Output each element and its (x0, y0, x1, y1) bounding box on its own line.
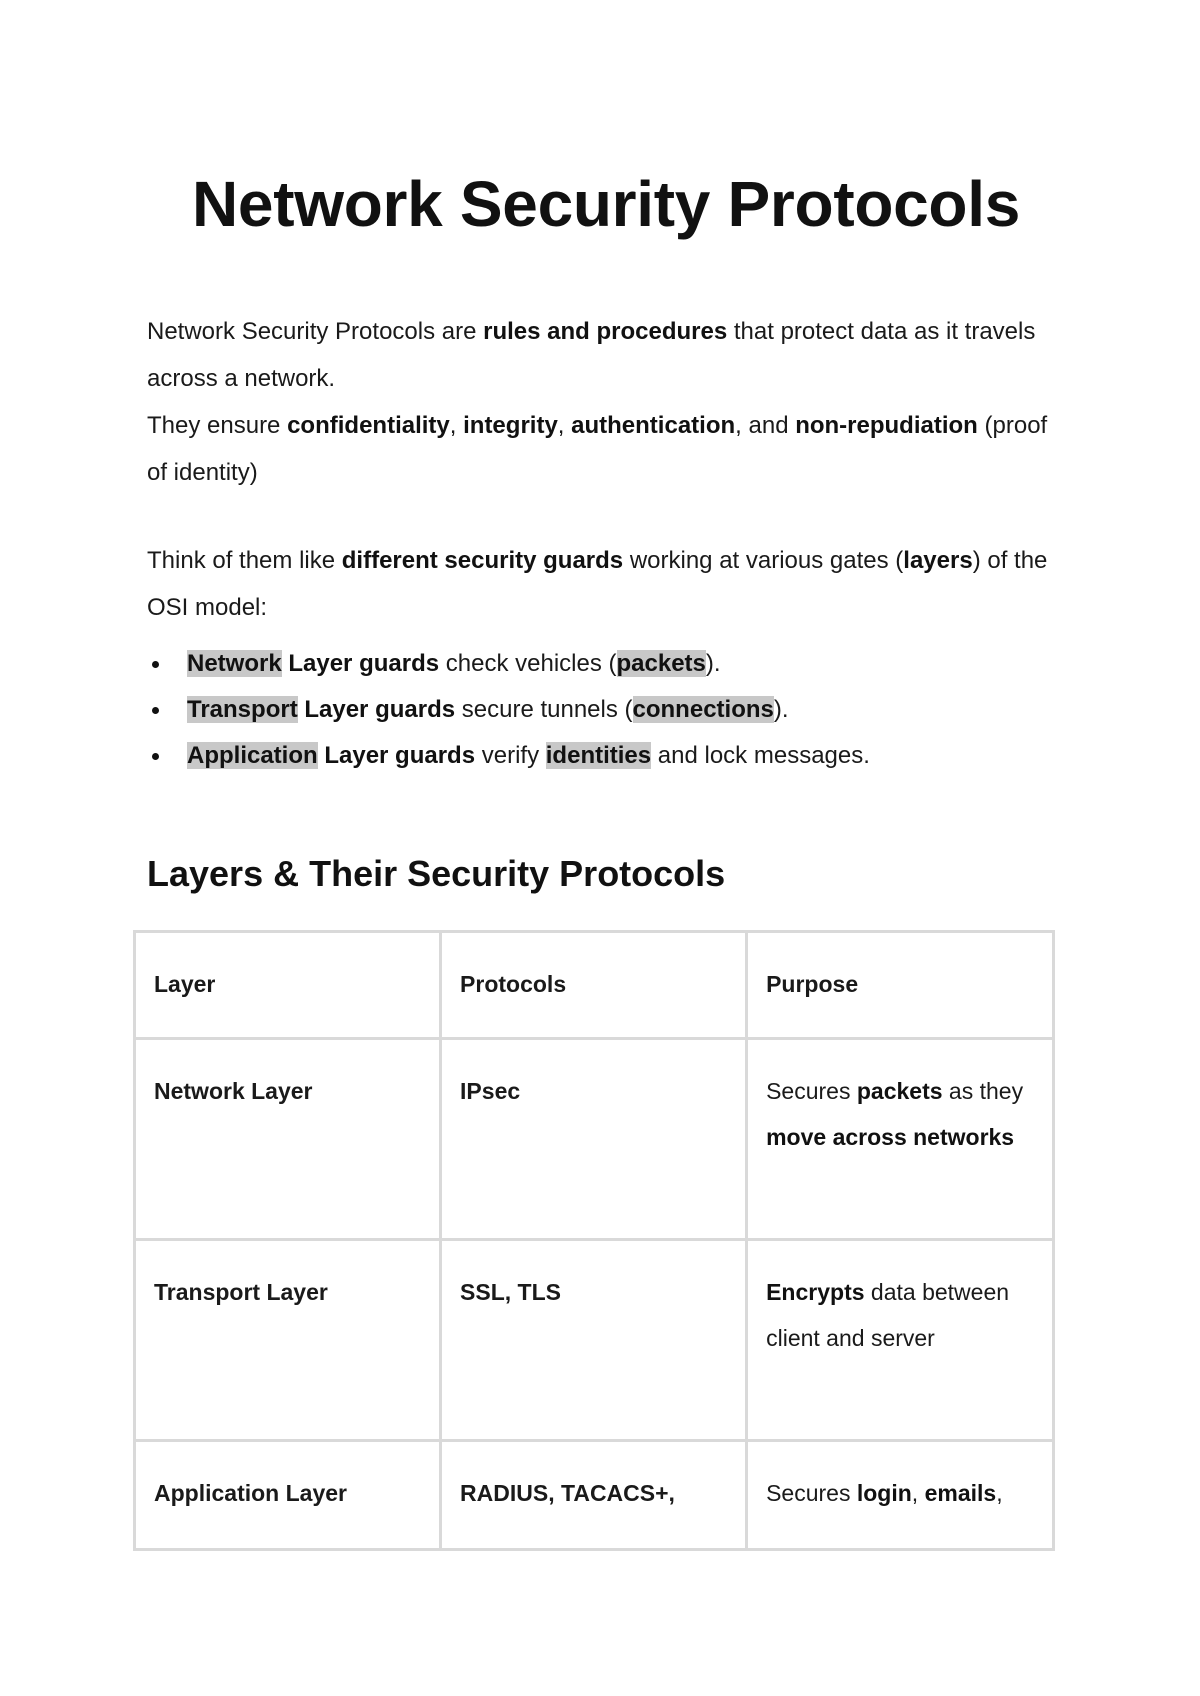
protocols-table (133, 930, 1055, 1551)
intro-paragraph-1 (147, 308, 1067, 402)
section-heading: Layers & Their Security Protocols (147, 853, 726, 894)
highlight: packets (616, 650, 706, 677)
intro-paragraph-2 (147, 402, 1067, 496)
intro-text: They ensure (147, 412, 288, 439)
highlight: Network (187, 650, 282, 677)
list-emphasis: Layer guards (281, 650, 440, 677)
intro-emphasis: layers (903, 547, 973, 574)
cell-text: as they (942, 1078, 1024, 1104)
cell-layer: Network Layer (135, 1039, 441, 1240)
cell-protocols: IPsec (441, 1039, 747, 1240)
cell-text: Secures (766, 1480, 857, 1506)
list-emphasis: Layer guards (297, 696, 456, 723)
list-text: verify (475, 742, 546, 769)
intro-emphasis: different security guards (341, 547, 624, 574)
intro-text: that protect data as it travels across a network. (147, 318, 1036, 392)
highlight: Transport (187, 696, 298, 723)
cell-text: , (996, 1480, 1003, 1506)
intro-text: working at various gates ( (623, 547, 904, 574)
intro-emphasis: confidentiality (287, 412, 450, 439)
cell-emphasis: login (856, 1480, 912, 1506)
intro-emphasis: non-repudiation (795, 412, 978, 439)
intro-text: Network Security Protocols are (147, 318, 484, 345)
intro-text: (proof of identity) (147, 412, 1048, 486)
cell-protocols: SSL, TLS (441, 1240, 747, 1441)
list-text: ). (705, 650, 721, 677)
list-item (147, 687, 1067, 733)
header-protocols: Protocols (441, 932, 747, 1039)
list-text: check vehicles ( (439, 650, 617, 677)
list-item (147, 733, 1067, 779)
cell-layer: Transport Layer (135, 1240, 441, 1441)
guards-list (147, 641, 1067, 779)
table-row (135, 1441, 1054, 1550)
cell-purpose (747, 1039, 1054, 1240)
list-text: ). (773, 696, 789, 723)
highlight: identities (545, 742, 652, 769)
intro-emphasis: authentication (571, 412, 736, 439)
list-emphasis: Layer guards (317, 742, 476, 769)
header-layer: Layer (135, 932, 441, 1039)
cell-emphasis: Encrypts (766, 1279, 865, 1305)
cell-text: Secures (766, 1078, 857, 1104)
cell-text: , (911, 1480, 925, 1506)
highlight: connections (632, 696, 774, 723)
highlight: Application (187, 742, 318, 769)
cell-text: data between client and server (766, 1279, 1010, 1351)
list-item (147, 641, 1067, 687)
intro-text: , (557, 412, 572, 439)
intro-text: Think of them like (147, 547, 342, 574)
list-text: secure tunnels ( (455, 696, 633, 723)
cell-emphasis: emails (924, 1480, 997, 1506)
page-title: Network Security Protocols (192, 168, 1020, 240)
list-text: and lock messages. (651, 742, 870, 769)
cell-purpose (747, 1240, 1054, 1441)
intro-text: , (449, 412, 464, 439)
intro-emphasis: integrity (463, 412, 558, 439)
intro-paragraph-3 (147, 537, 1067, 631)
intro-text: ) of the OSI model: (147, 547, 1048, 621)
intro-text: , and (735, 412, 796, 439)
intro-emphasis: rules and procedures (483, 318, 728, 345)
cell-emphasis: packets (856, 1078, 943, 1104)
table-row (135, 1039, 1054, 1240)
cell-protocols: RADIUS, TACACS+, (441, 1441, 747, 1550)
cell-purpose (747, 1441, 1054, 1550)
table-row (135, 1240, 1054, 1441)
header-purpose: Purpose (747, 932, 1054, 1039)
table-header-row (135, 932, 1054, 1039)
cell-layer: Application Layer (135, 1441, 441, 1550)
cell-emphasis: move across networks (766, 1124, 1015, 1150)
